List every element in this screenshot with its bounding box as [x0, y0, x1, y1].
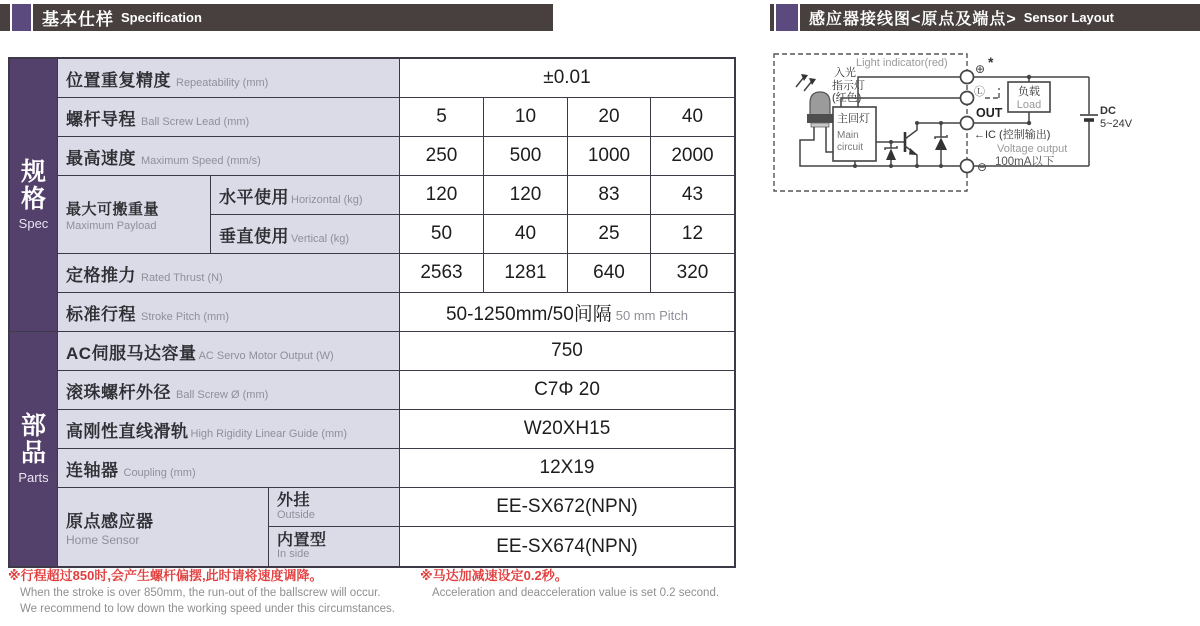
sidebar-spec-zh: 规格 [20, 158, 46, 213]
sensor-wiring-diagram [770, 50, 1200, 200]
row-label-ballscrew [58, 371, 400, 410]
value-speed-2: 500 [484, 137, 568, 176]
value-payload-v-3: 25 [568, 215, 651, 254]
sidebar-spec-en: Spec [18, 216, 49, 231]
value-speed-3: 1000 [568, 137, 651, 176]
label-zh: 高刚性直线滑轨 [66, 421, 189, 441]
footnote-en-line2: We recommend to low down the working speed under this circumstances. [20, 603, 395, 616]
footnote-acceleration [420, 568, 750, 601]
spec-table [8, 57, 736, 568]
header-strip [770, 4, 774, 31]
value-sensor-outside: EE-SX672(NPN) [400, 488, 734, 527]
light-label-zh-2: 指示灯 [832, 80, 865, 92]
label-zh: 内置型 [277, 531, 327, 549]
row-label-coupling [58, 449, 400, 488]
header-accent-square [776, 4, 798, 31]
value-payload-h-2: 120 [484, 176, 568, 215]
voltage-output-label: Voltage output [997, 143, 1068, 155]
label-en: Coupling (mm) [123, 466, 196, 479]
main-circuit-zh: 主回灯 [837, 113, 870, 125]
load-en: Load [1016, 99, 1042, 111]
row-label-payload [58, 176, 211, 254]
sidebar-section-parts [10, 332, 58, 566]
l-terminal-symbol: Ⓛ [974, 86, 985, 98]
label-zh: 垂直使用 [219, 226, 289, 246]
label-en: Horizontal (kg) [291, 193, 363, 206]
row-label-thrust [58, 254, 400, 293]
row-label-payload-horizontal [211, 176, 400, 215]
terminal-minus [961, 160, 974, 173]
row-label-speed [58, 137, 400, 176]
value-payload-v-2: 40 [484, 215, 568, 254]
value-coupling: 12X19 [400, 449, 734, 488]
label-en: Outside [277, 508, 315, 521]
footnote-zh: ※马达加减速设定0.2秒。 [420, 568, 568, 583]
terminal-l [961, 92, 974, 105]
header-title-zh: 基本仕样 [42, 10, 114, 29]
value-sensor-inside: EE-SX674(NPN) [400, 527, 734, 566]
load-zh: 负载 [1018, 86, 1040, 98]
label-en: Stroke Pitch (mm) [141, 310, 230, 323]
value-payload-h-3: 83 [568, 176, 651, 215]
asterisk: * [988, 54, 994, 70]
ic-control-output-label: ←IC (控制输出) [974, 129, 1051, 141]
zener-diode-icon [885, 142, 897, 166]
value-guide: W20XH15 [400, 410, 734, 449]
label-en: Maximum Speed (mm/s) [141, 154, 261, 167]
value-repeatability: ±0.01 [400, 59, 734, 98]
light-indicator-label: Light indicator(red) [856, 57, 948, 69]
label-zh: 最高速度 [66, 148, 136, 168]
light-label-zh-1: 入光 [834, 67, 856, 79]
label-zh: 定格推力 [66, 265, 136, 285]
value-speed-4: 2000 [651, 137, 734, 176]
row-label-sensor-inside [269, 527, 400, 566]
row-label-lead [58, 98, 400, 137]
row-label-motor [58, 332, 400, 371]
value-thrust-4: 320 [651, 254, 734, 293]
led-indicator-icon [807, 92, 833, 127]
value-thrust-2: 1281 [484, 254, 568, 293]
header-strip [0, 4, 10, 31]
sidebar-parts-en: Parts [18, 470, 49, 485]
footnote-zh: ※行程超过850时,会产生螺杆偏摆,此时请将速度调降。 [8, 568, 323, 583]
header-bar [800, 4, 1200, 31]
footnote-en-line1: Acceleration and deacceleration value is set 0.2 second. [432, 586, 720, 599]
stroke-value-en: 50 mm Pitch [615, 307, 689, 323]
main-circuit-box [833, 107, 876, 161]
label-en: Ball Screw Lead (mm) [141, 115, 250, 128]
terminal-plus [961, 71, 974, 84]
plus-symbol: ⊕ [975, 62, 986, 76]
header-bar [33, 4, 553, 31]
value-lead-3: 20 [568, 98, 651, 137]
label-en: Maximum Payload [66, 219, 157, 232]
value-ballscrew: C7Φ 20 [400, 371, 734, 410]
row-label-guide [58, 410, 400, 449]
minus-symbol: ⊖ [977, 160, 988, 174]
header-accent-square [12, 4, 31, 31]
transistor-icon [905, 123, 918, 166]
label-en: High Rigidity Linear Guide (mm) [190, 427, 347, 440]
incident-light-arrows-icon [796, 74, 816, 91]
label-zh: 连轴器 [66, 460, 119, 480]
value-stroke [400, 293, 734, 332]
label-zh: 标准行程 [66, 304, 136, 324]
label-en: In side [277, 548, 310, 561]
terminal-out [961, 117, 974, 130]
label-zh: 位置重复精度 [66, 70, 171, 90]
main-circuit-en-2: circuit [837, 142, 864, 153]
row-label-repeatability [58, 59, 400, 98]
out-label: OUT [976, 106, 1003, 120]
specification-header [0, 4, 553, 31]
value-thrust-3: 640 [568, 254, 651, 293]
current-limit-label: 100mA以下 [995, 156, 1055, 168]
label-zh: 水平使用 [219, 187, 289, 207]
value-payload-h-4: 43 [651, 176, 734, 215]
row-label-sensor-outside [269, 488, 400, 527]
light-label-zh-3: (红色) [832, 92, 862, 104]
label-zh: 滚珠螺杆外径 [66, 382, 171, 402]
value-lead-1: 5 [400, 98, 484, 137]
label-en: Rated Thrust (N) [141, 271, 223, 284]
label-en: Repeatability (mm) [176, 76, 269, 89]
label-zh: 螺杆导程 [66, 109, 136, 129]
header-title-en: Sensor Layout [1023, 10, 1114, 25]
battery-symbol [1080, 105, 1133, 130]
row-label-payload-vertical [211, 215, 400, 254]
row-label-stroke [58, 293, 400, 332]
value-payload-h-1: 120 [400, 176, 484, 215]
sidebar-section-spec [10, 59, 58, 332]
value-motor: 750 [400, 332, 734, 371]
dc-label: DC [1100, 105, 1116, 117]
dc-voltage-label: 5~24V [1100, 118, 1133, 130]
label-en: Vertical (kg) [291, 232, 350, 245]
sensor-layout-header [770, 4, 1200, 31]
header-title-en: Specification [121, 10, 202, 25]
row-label-home-sensor [58, 488, 269, 566]
sidebar-parts-zh: 部品 [20, 412, 46, 467]
label-zh: 原点感应器 [66, 512, 154, 531]
value-payload-v-4: 12 [651, 215, 734, 254]
zener-diode-icon [935, 123, 947, 166]
label-zh: AC伺服马达容量 [66, 343, 197, 363]
header-title-zh: 感应器接线图<原点及端点> [809, 11, 1017, 28]
main-circuit-en-1: Main [837, 130, 859, 141]
value-lead-4: 40 [651, 98, 734, 137]
label-en: Home Sensor [66, 533, 140, 547]
label-en: Ball Screw Ø (mm) [176, 388, 269, 401]
value-payload-v-1: 50 [400, 215, 484, 254]
footnote-stroke-warning [8, 568, 413, 618]
label-zh: 外挂 [277, 492, 311, 510]
label-zh: 最大可搬重量 [66, 200, 160, 218]
footnote-en-line1: When the stroke is over 850mm, the run-out of the ballscrew will occur. [20, 586, 381, 599]
value-speed-1: 250 [400, 137, 484, 176]
value-lead-2: 10 [484, 98, 568, 137]
stroke-value-zh: 50-1250mm/50间隔 [445, 303, 612, 325]
label-en: AC Servo Motor Output (W) [198, 349, 334, 362]
value-thrust-1: 2563 [400, 254, 484, 293]
load-box [1008, 82, 1050, 112]
